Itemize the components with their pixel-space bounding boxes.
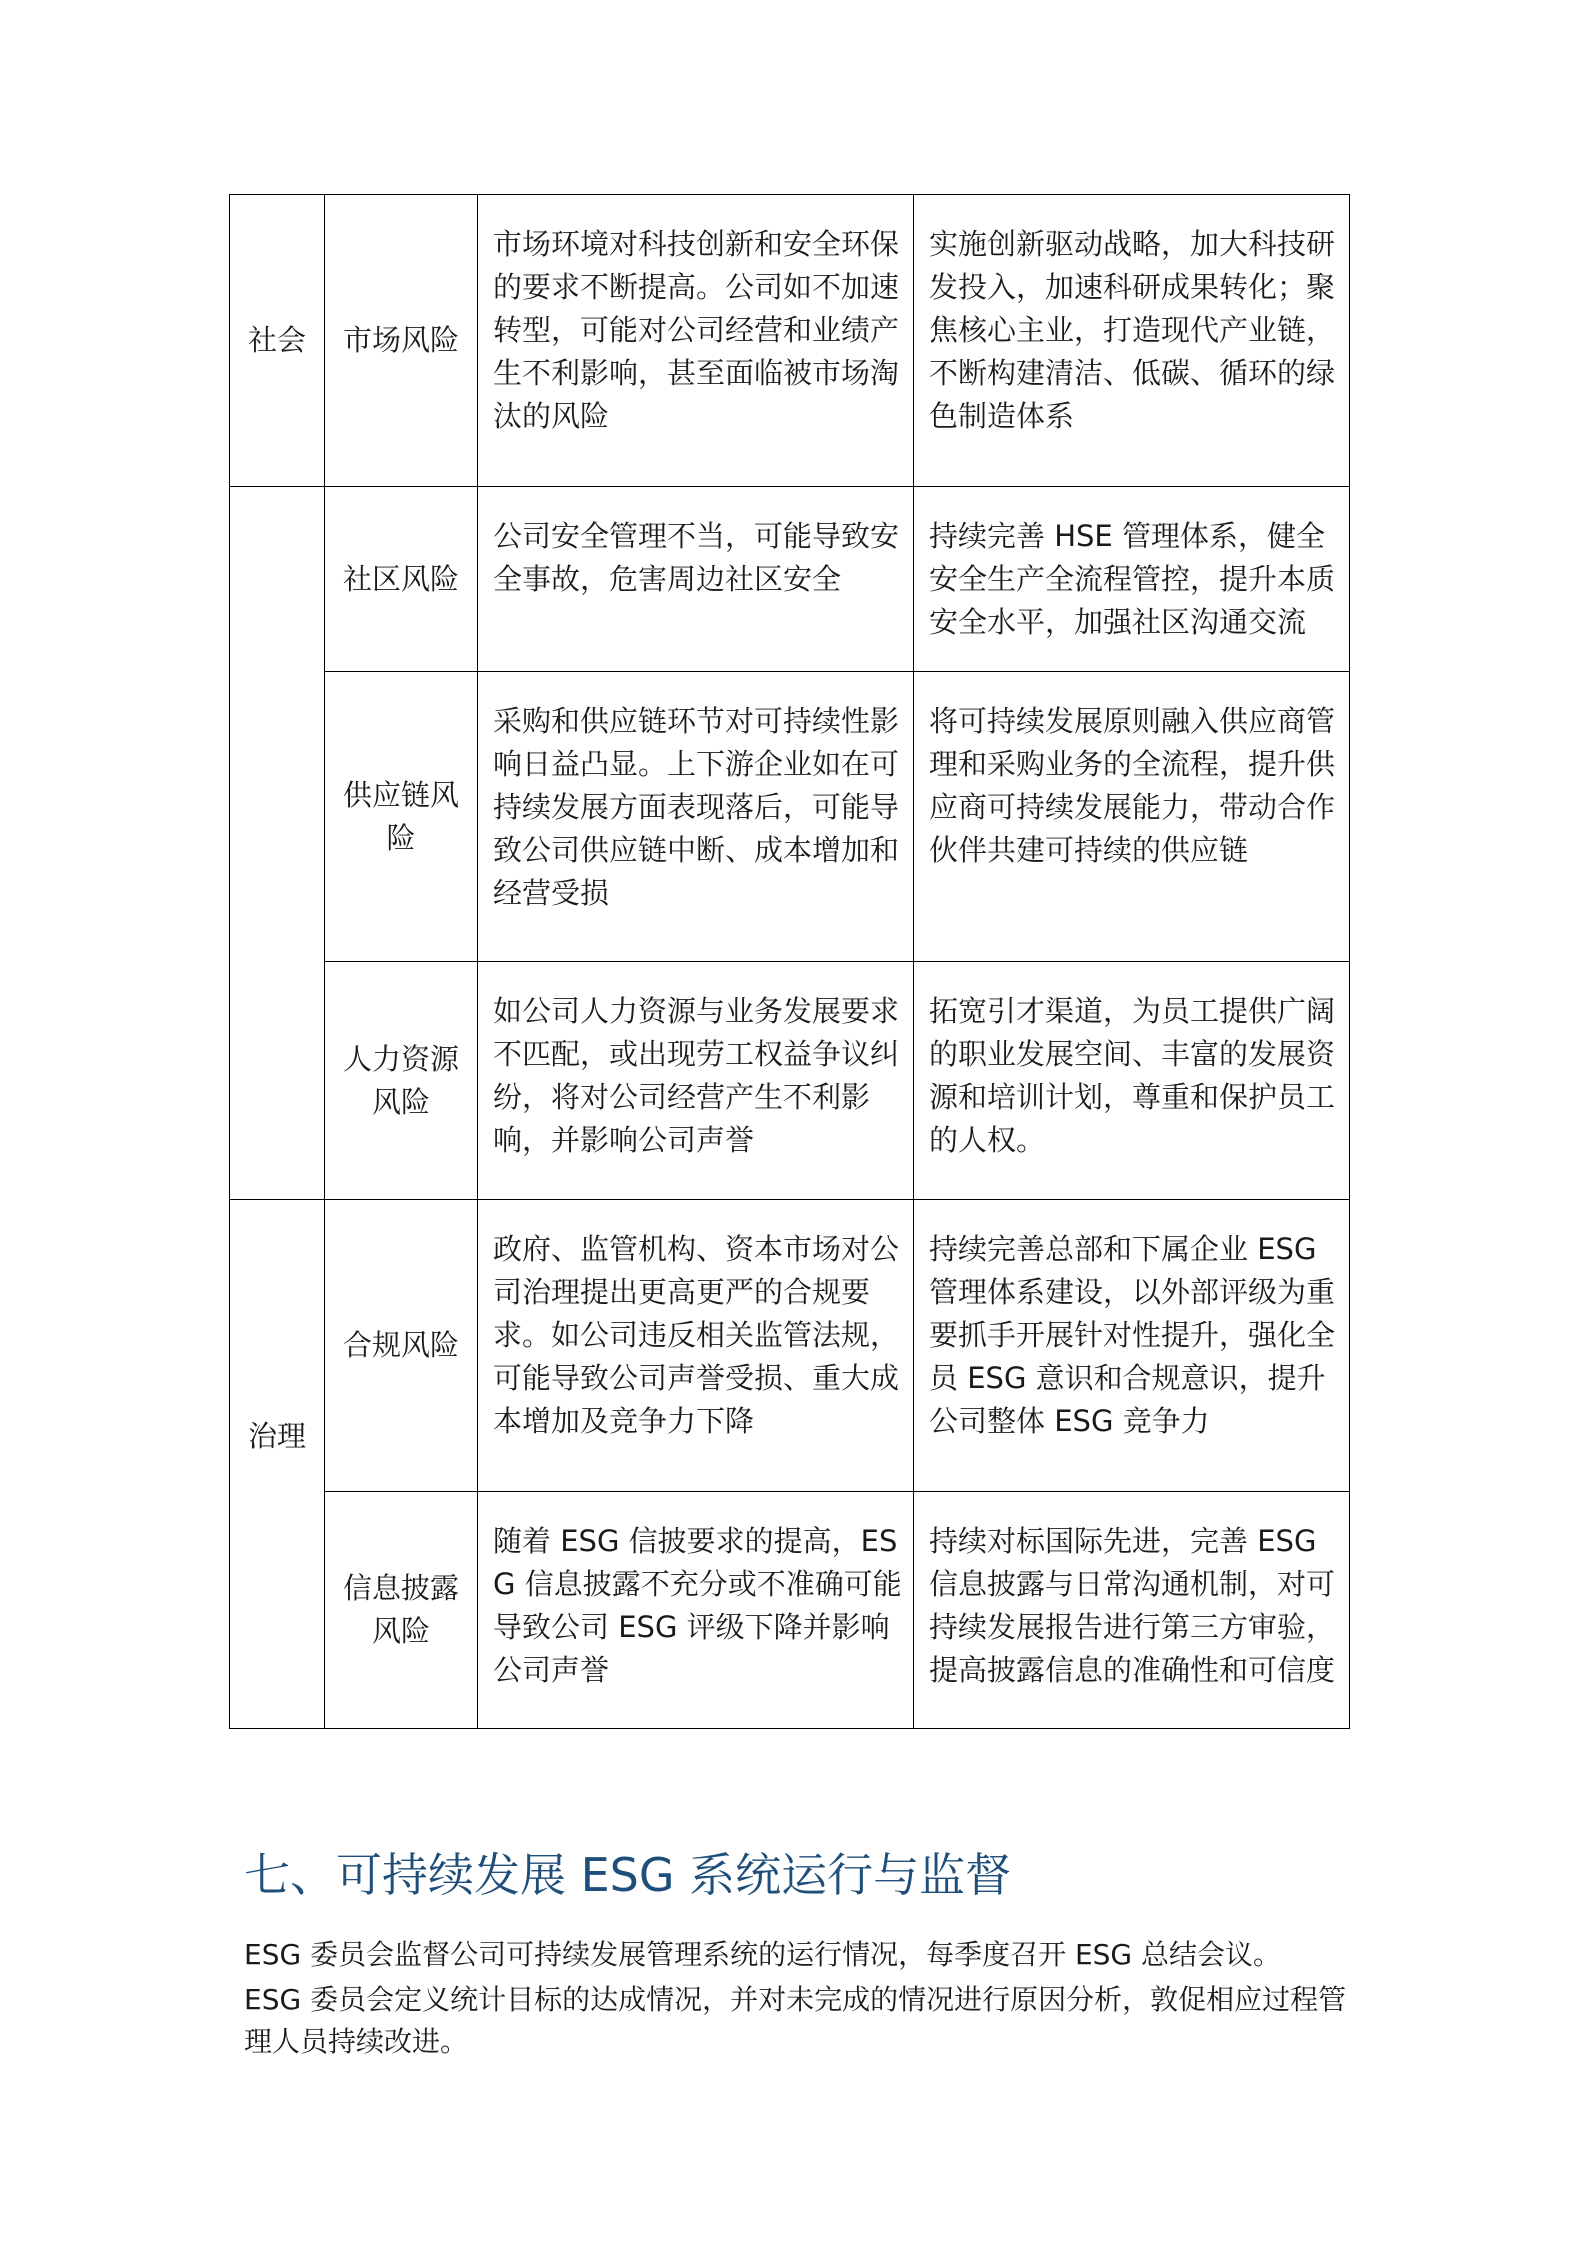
risk-type-label: 供应链风险 xyxy=(342,777,459,855)
risk-measures-cell: 持续对标国际先进，完善 ESG 信息披露与日常沟通机制，对可持续发展报告进行第三方审验，提高披露信息的准确性和可信度 xyxy=(914,1492,1350,1729)
risk-type-cell xyxy=(325,195,478,487)
table-row xyxy=(230,487,1350,672)
risk-type-cell xyxy=(325,487,478,672)
risk-description-cell: 公司安全管理不当，可能导致安全事故，危害周边社区安全 xyxy=(478,487,914,672)
table-row xyxy=(230,1200,1350,1492)
risk-type-label: 人力资源风险 xyxy=(342,1041,459,1119)
risk-measures-cell: 持续完善 HSE 管理体系，健全安全生产全流程管控，提升本质安全水平，加强社区沟通交流 xyxy=(914,487,1350,672)
risk-type-label: 合规风险 xyxy=(342,1328,459,1362)
risk-type-label: 市场风险 xyxy=(342,323,459,357)
section-paragraph: ESG 委员会定义统计目标的达成情况，并对未完成的情况进行原因分析，敦促相应过程管理人员持续改进。 xyxy=(244,1983,1347,2058)
category-cell-social: 社会 xyxy=(230,195,325,487)
table-row xyxy=(230,962,1350,1200)
category-cell-governance: 治理 xyxy=(230,1200,325,1729)
risk-description-cell: 如公司人力资源与业务发展要求不匹配，或出现劳工权益争议纠纷，将对公司经营产生不利影响，并影响公司声誉 xyxy=(478,962,914,1200)
risk-description-cell: 政府、监管机构、资本市场对公司治理提出更高更严的合规要求。如公司违反相关监管法规，可能导致公司声誉受损、重大成本增加及竞争力下降 xyxy=(478,1200,914,1492)
risk-measures-cell: 将可持续发展原则融入供应商管理和采购业务的全流程，提升供应商可持续发展能力，带动合作伙伴共建可持续的供应链 xyxy=(914,672,1350,962)
risk-description-cell: 市场环境对科技创新和安全环保的要求不断提高。公司如不加速转型，可能对公司经营和业绩产生不利影响，甚至面临被市场淘汰的风险 xyxy=(478,195,914,487)
risk-measures-cell: 持续完善总部和下属企业 ESG 管理体系建设，以外部评级为重要抓手开展针对性提升，强化全员 ESG 意识和合规意识，提升公司整体 ESG 竞争力 xyxy=(914,1200,1350,1492)
esg-risk-table xyxy=(229,194,1350,1729)
risk-type-cell xyxy=(325,1492,478,1729)
table-row xyxy=(230,672,1350,962)
category-cell-social-cont xyxy=(230,487,325,1200)
risk-type-cell xyxy=(325,962,478,1200)
section-paragraph: ESG 委员会监督公司可持续发展管理系统的运行情况，每季度召开 ESG 总结会议。 xyxy=(244,1938,1282,1971)
risk-measures-cell: 拓宽引才渠道，为员工提供广阔的职业发展空间、丰富的发展资源和培训计划，尊重和保护员工的人权。 xyxy=(914,962,1350,1200)
risk-type-label: 信息披露风险 xyxy=(342,1571,459,1648)
risk-measures-cell: 实施创新驱动战略，加大科技研发投入，加速科研成果转化；聚焦核心主业，打造现代产业链，不断构建清洁、低碳、循环的绿色制造体系 xyxy=(914,195,1350,487)
risk-type-label: 社区风险 xyxy=(342,561,459,596)
table-row xyxy=(230,195,1350,487)
table-row xyxy=(230,1492,1350,1729)
section-heading: 七、可持续发展 ESG 系统运行与监督 xyxy=(244,1848,1012,1902)
risk-type-cell xyxy=(325,672,478,962)
risk-description-cell: 随着 ESG 信披要求的提高，ESG 信息披露不充分或不准确可能导致公司 ESG 评级下降并影响公司声誉 xyxy=(478,1492,914,1729)
risk-type-cell xyxy=(325,1200,478,1492)
risk-description-cell: 采购和供应链环节对可持续性影响日益凸显。上下游企业如在可持续发展方面表现落后，可能导致公司供应链中断、成本增加和经营受损 xyxy=(478,672,914,962)
